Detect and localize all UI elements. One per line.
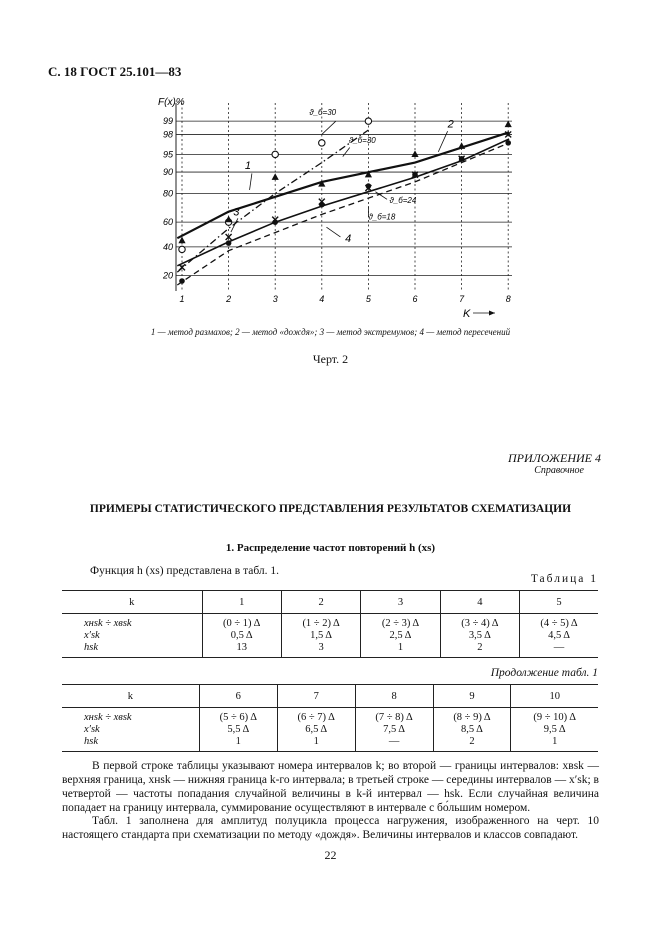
annotation-leader [326, 227, 340, 237]
table-header-cell: 7 [277, 685, 355, 708]
x-tick-label: 4 [319, 294, 325, 304]
marker-dot [226, 240, 232, 246]
chart-grid [176, 103, 512, 291]
figure-legend: 1 — метод размахов; 2 — метод «дождя»; 3 — метод экстремумов; 4 — метод пересечений [150, 327, 511, 337]
x-tick-label: 7 [459, 294, 465, 304]
appendix-title: ПРИЛОЖЕНИЕ 4 [508, 451, 601, 465]
marker-open-circle [319, 140, 325, 146]
annotation-leader [322, 121, 336, 134]
table-header-cell: 4 [440, 591, 519, 614]
y-tick-label: 98 [162, 129, 173, 140]
annotation-label: 2 [447, 118, 454, 131]
marker-dot [505, 140, 511, 146]
table-1-continued [62, 684, 598, 752]
annotation-label: 3 [233, 206, 240, 219]
table-header-row [62, 591, 598, 614]
table-cell: (8 ÷ 9) Δ 8,5 Δ 2 [433, 708, 511, 752]
figure-caption: Черт. 2 [312, 352, 349, 366]
paragraph-table-explanation: В первой строке таблицы указывают номера интервалов k; во второй — границы интервалов: xвsk — верхняя граница, xнsk — нижняя граница k-го интервала; в третьей строке — середины интервалов — x′sk; в четвертой — частоты попадания случайной величины в k-й интервал — hsk. Если случайная величина попадает на границу интервала, суммирование осуществляют в интервале с бо́льшим номером. [62, 760, 599, 814]
marker-open-circle [365, 118, 371, 124]
marker-triangle [272, 173, 279, 180]
y-tick-label: 40 [162, 241, 173, 252]
row-labels: xнsk ÷ xвsk x′sk hsk [62, 708, 199, 752]
annotation-leader [343, 147, 350, 156]
table-cell: (6 ÷ 7) Δ 6,5 Δ 1 [277, 708, 355, 752]
annotation-label: ϑ_б=30 [348, 135, 376, 145]
table-cell: (0 ÷ 1) Δ 0,5 Δ 13 [202, 614, 281, 658]
table-1 [62, 590, 598, 658]
annotation-label: ϑ_б=30 [309, 107, 337, 117]
table-cell: (3 ÷ 4) Δ 3,5 Δ 2 [440, 614, 519, 658]
table-cell: (1 ÷ 2) Δ 1,5 Δ 3 [281, 614, 360, 658]
x-axis-arrow [473, 311, 495, 316]
y-tick-label: 95 [162, 149, 173, 160]
page-number: 22 [324, 848, 337, 862]
table-header-cell: 2 [281, 591, 360, 614]
marker-open-circle [179, 246, 185, 252]
y-tick-label: 90 [162, 167, 173, 178]
y-tick-label: 80 [162, 188, 173, 199]
x-axis-label: K [463, 308, 471, 320]
table-header-cell: 6 [199, 685, 277, 708]
marker-triangle [458, 142, 465, 149]
table-header-cell: 5 [520, 591, 598, 614]
table-row [62, 614, 598, 658]
x-tick-label: 6 [412, 294, 418, 304]
annotation-label: ϑ_б=18 [368, 212, 396, 222]
table-cell: (9 ÷ 10) Δ 9,5 Δ 1 [511, 708, 598, 752]
annotation-leader [231, 218, 238, 232]
table-label: Таблица 1 [530, 573, 598, 585]
table-header-cell: 9 [433, 685, 511, 708]
marker-triangle [225, 216, 232, 223]
table-row [62, 708, 598, 752]
annotation-label: 1 [244, 160, 252, 173]
marker-dot [179, 278, 185, 284]
probability-chart [140, 95, 530, 320]
y-tick-label: 99 [162, 116, 173, 127]
x-tick-label: 2 [226, 294, 232, 304]
x-tick-label: 3 [272, 294, 278, 304]
table-continuation-label: Продолжение табл. 1 [490, 667, 598, 679]
series-line-4 [177, 143, 509, 285]
table-cell: (7 ÷ 8) Δ 7,5 Δ — [355, 708, 433, 752]
table-cell: (2 ÷ 3) Δ 2,5 Δ 1 [361, 614, 440, 658]
y-tick-label: 60 [162, 217, 173, 228]
annotation-label: ϑ_б=24 [389, 196, 417, 206]
y-tick-label: 20 [162, 270, 173, 281]
table-cell: (5 ÷ 6) Δ 5,5 Δ 1 [199, 708, 277, 752]
paragraph-table-note: Табл. 1 заполнена для амплитуд полуцикла процесса нагружения, изображенного на черт. 10 настоящего стандарта при схематизации по методу «дождя». Величины интервалов и классов совпадают. [62, 815, 599, 841]
chart-annotations [231, 108, 454, 245]
table-header-cell: 8 [355, 685, 433, 708]
page-header: С. 18 ГОСТ 25.101—83 [48, 64, 182, 79]
x-tick-label: 5 [365, 294, 371, 304]
table-header-cell: k [62, 685, 199, 708]
x-tick-label: 8 [505, 294, 511, 304]
chart-series [177, 130, 509, 285]
annotation-label: 4 [345, 232, 352, 245]
table-header-cell: 3 [361, 591, 440, 614]
subsection-title: 1. Распределение частот повторений h (xs) [225, 542, 436, 554]
row-labels: xнsk ÷ xвsk x′sk hsk [62, 614, 202, 658]
annotation-leader [250, 173, 252, 189]
table-header-cell: 10 [511, 685, 598, 708]
x-tick-label: 1 [179, 294, 185, 304]
chart-markers [178, 118, 511, 284]
appendix-subtitle: Справочное [534, 465, 584, 476]
table-header-cell: k [62, 591, 202, 614]
table-cell: (4 ÷ 5) Δ 4,5 Δ — [520, 614, 598, 658]
y-axis-label: F(x)% [158, 97, 185, 108]
marker-open-circle [272, 151, 278, 157]
section-title: ПРИМЕРЫ СТАТИСТИЧЕСКОГО ПРЕДСТАВЛЕНИЯ РЕЗУЛЬТАТОВ СХЕМАТИЗАЦИИ [89, 503, 572, 515]
marker-triangle [411, 150, 418, 157]
intro-text: Функция h (xs) представлена в табл. 1. [90, 565, 280, 577]
table-header-cell: 1 [202, 591, 281, 614]
y-tick-labels [162, 116, 174, 280]
x-tick-labels [179, 294, 510, 304]
table-header-row [62, 685, 598, 708]
